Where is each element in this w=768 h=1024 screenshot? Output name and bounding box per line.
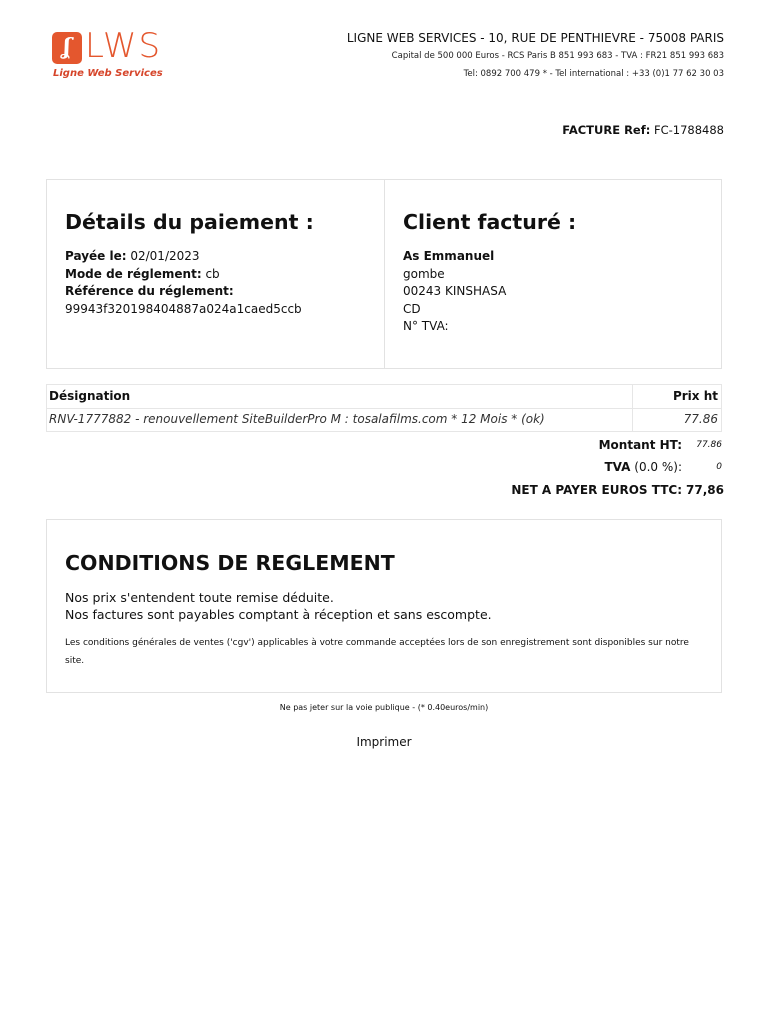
footnote: Ne pas jeter sur la voie publique - (* 0.40euros/min) — [279, 703, 489, 712]
payment-title: Détails du paiement : — [65, 210, 314, 234]
invoice-reference — [562, 123, 724, 137]
company-phone-info: Tel: 0892 700 479 * - Tel international : +33 (0)1 77 62 30 03 — [463, 69, 724, 79]
payment-ref-value: 99943f320198404887a024a1caed5ccb — [65, 301, 302, 316]
items-table — [46, 384, 722, 432]
client-address-line2: 00243 KINSHASA — [403, 284, 507, 298]
payment-ref-label: Référence du réglement: — [65, 284, 234, 298]
logo-tagline: Ligne Web Services — [53, 68, 163, 79]
logo-mark-icon: ʆ — [52, 32, 82, 64]
conditions-line2: Nos factures sont payables comptant à réception et sans escompte. — [65, 607, 492, 622]
client-details — [403, 248, 506, 336]
total-tva-label: TVA (0.0 %): — [604, 460, 682, 474]
conditions-box — [46, 519, 722, 693]
client-country: CD — [403, 301, 421, 316]
payment-client-box — [46, 179, 722, 369]
company-address: LIGNE WEB SERVICES - 10, RUE DE PENTHIEVRE - 75008 PARIS — [346, 31, 724, 45]
payment-details — [65, 248, 302, 318]
total-ht-value: 77.86 — [696, 440, 722, 450]
paid-value: 02/01/2023 — [130, 249, 200, 263]
client-title: Client facturé : — [403, 210, 577, 234]
total-ht-label: Montant HT: — [598, 438, 682, 452]
client-name: As Emmanuel — [403, 249, 495, 263]
lws-logo — [52, 26, 163, 84]
header-price: Prix ht — [672, 389, 718, 403]
mode-label: Mode de réglement: — [65, 266, 202, 281]
conditions-cgv-text: Les conditions générales de ventes ('cgv') applicables à votre commande acceptées lors de son enregistrement sont disponibles sur notre site. — [65, 638, 689, 666]
paid-label: Payée le: — [65, 249, 127, 263]
conditions-title: CONDITIONS DE REGLEMENT — [65, 551, 395, 575]
print-link[interactable]: Imprimer — [356, 735, 412, 749]
invoice-ref-value: FC-1788488 — [653, 123, 724, 137]
box-divider — [384, 180, 385, 368]
header-designation: Désignation — [49, 389, 131, 403]
client-address-line1: gombe — [403, 266, 445, 281]
row-designation: RNV-1777882 - renouvellement SiteBuilderPro M : tosalafilms.com * 12 Mois * (ok) — [49, 412, 545, 426]
total-tva-value: 0 — [716, 462, 722, 472]
net-value: 77,86 — [686, 483, 724, 497]
logo-letters: LWS — [85, 26, 163, 66]
client-tva: N° TVA: — [403, 319, 449, 333]
row-price: 77.86 — [683, 412, 718, 426]
conditions-line1: Nos prix s'entendent toute remise déduite. — [65, 590, 334, 605]
invoice-ref-label: FACTURE Ref: — [562, 123, 651, 137]
company-legal-info: Capital de 500 000 Euros - RCS Paris B 851 993 683 - TVA : FR21 851 993 683 — [391, 51, 724, 61]
net-label: NET A PAYER EUROS TTC: — [511, 483, 682, 497]
mode-value: cb — [205, 266, 220, 281]
